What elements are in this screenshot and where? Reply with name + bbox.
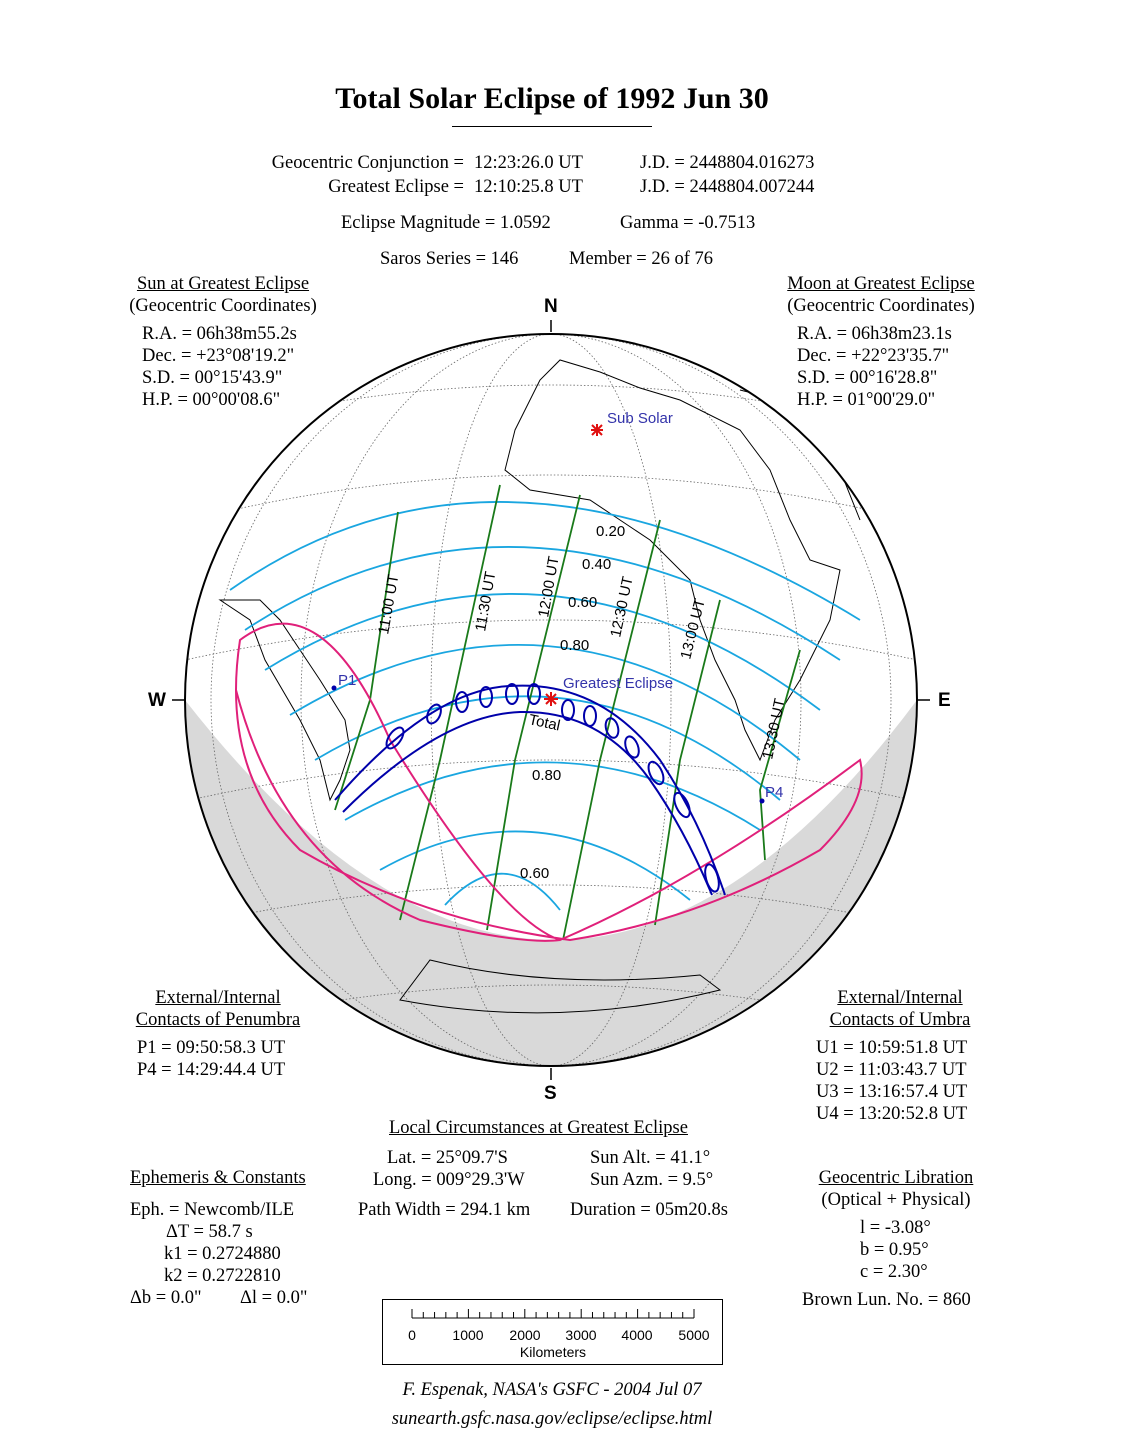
- u4-contact: U4 = 13:20:52.8 UT: [816, 1104, 968, 1124]
- p1-marker: [332, 686, 337, 691]
- ephemeris-eph: Eph. = Newcomb/ILE: [130, 1200, 295, 1220]
- libration-subheading: (Optical + Physical): [821, 1190, 971, 1210]
- saros-member: Member = 26 of 76: [569, 249, 714, 269]
- umbra-heading-2: Contacts of Umbra: [829, 1010, 971, 1030]
- time-label: 11:30 UT: [472, 570, 500, 633]
- scale-tick-label: 0: [408, 1327, 416, 1343]
- compass-west: W: [148, 690, 166, 711]
- sun-ra: R.A. = 06h38m55.2s: [142, 324, 297, 344]
- scale-bar: [383, 1300, 722, 1364]
- eclipse-magnitude: Eclipse Magnitude = 1.0592: [341, 213, 551, 233]
- sun-subheading: (Geocentric Coordinates): [129, 296, 317, 316]
- sun-hp: H.P. = 00°00'08.6": [142, 390, 281, 410]
- ephemeris-delta-b: Δb = 0.0": [130, 1288, 202, 1308]
- conjunction-label: Geocentric Conjunction =: [271, 153, 464, 173]
- p4-contact: P4 = 14:29:44.4 UT: [137, 1060, 286, 1080]
- sun-dec: Dec. = +23°08'19.2": [142, 346, 295, 366]
- magnitude-label: 0.80: [532, 767, 562, 784]
- conjunction-time: 12:23:26.0 UT: [474, 153, 583, 173]
- scale-tick-label: 3000: [565, 1327, 597, 1343]
- time-label: 12:30 UT: [607, 574, 637, 639]
- moon-subheading: (Geocentric Coordinates): [787, 296, 975, 316]
- umbra-block: [800, 987, 1000, 1031]
- magnitude-label: 0.60: [520, 865, 550, 882]
- u1-contact: U1 = 10:59:51.8 UT: [816, 1038, 968, 1058]
- compass-north: N: [544, 296, 558, 317]
- sun-sd: S.D. = 00°15'43.9": [142, 368, 283, 388]
- u2-contact: U2 = 11:03:43.7 UT: [816, 1060, 967, 1080]
- magnitude-label: 0.60: [568, 594, 598, 611]
- libration-c: c = 2.30°: [860, 1262, 928, 1282]
- greatest-eclipse-label: Greatest Eclipse: [563, 675, 674, 692]
- magnitude-label: 0.80: [560, 637, 590, 654]
- scale-tick-label: 1000: [452, 1327, 484, 1343]
- magnitude-label: 0.40: [582, 556, 612, 573]
- page-title: Total Solar Eclipse of 1992 Jun 30: [335, 82, 769, 115]
- u3-contact: U3 = 13:16:57.4 UT: [816, 1082, 968, 1102]
- p4-marker: [760, 799, 765, 804]
- local-lat: Lat. = 25°09.7'S: [387, 1148, 508, 1168]
- subsolar-marker: [591, 424, 603, 436]
- sun-heading: Sun at Greatest Eclipse: [136, 274, 310, 294]
- time-label: 12:00 UT: [535, 554, 563, 619]
- greatest-eclipse-marker: [544, 692, 558, 706]
- ephemeris-k1: k1 = 0.2724880: [164, 1244, 281, 1264]
- scale-tick-label: 2000: [509, 1327, 541, 1343]
- ephemeris-delta-t: ΔT = 58.7 s: [166, 1222, 253, 1242]
- compass-east: E: [938, 690, 951, 711]
- ephemeris-k2: k2 = 0.2722810: [164, 1266, 281, 1286]
- ephemeris-delta-l: Δl = 0.0": [240, 1288, 308, 1308]
- moon-hp: H.P. = 01°00'29.0": [797, 390, 936, 410]
- eclipse-gamma: Gamma = -0.7513: [620, 213, 756, 233]
- local-path-width: Path Width = 294.1 km: [358, 1200, 531, 1220]
- sub-solar-label: Sub Solar: [607, 410, 673, 427]
- local-sun-alt: Sun Alt. = 41.1°: [590, 1148, 711, 1168]
- libration-b: b = 0.95°: [860, 1240, 929, 1260]
- umbra-heading-1: External/Internal: [837, 988, 963, 1008]
- libration-heading: Geocentric Libration: [818, 1168, 974, 1188]
- total-label: Total: [527, 711, 562, 735]
- local-heading: Local Circumstances at Greatest Eclipse: [389, 1118, 688, 1138]
- local-long: Long. = 009°29.3'W: [373, 1170, 525, 1190]
- source-url: sunearth.gsfc.nasa.gov/eclipse/eclipse.html: [391, 1409, 713, 1429]
- penumbra-block: [118, 987, 318, 1031]
- moon-dec: Dec. = +22°23'35.7": [797, 346, 950, 366]
- local-sun-azm: Sun Azm. = 9.5°: [590, 1170, 714, 1190]
- penumbra-values: [137, 1037, 285, 1081]
- scale-unit-label: Kilometers: [519, 1344, 587, 1360]
- moon-sd: S.D. = 00°16'28.8": [797, 368, 938, 388]
- libration-block: [796, 1167, 996, 1211]
- p1-contact: P1 = 09:50:58.3 UT: [137, 1038, 286, 1058]
- greatest-eclipse-jd: J.D. = 2448804.007244: [640, 177, 815, 197]
- time-label: 11:00 UT: [375, 573, 403, 636]
- scale-tick-label: 5000: [678, 1327, 710, 1343]
- scale-ticks: [412, 1309, 694, 1318]
- libration-l: l = -3.08°: [860, 1218, 931, 1238]
- p1-label: P1: [338, 672, 357, 689]
- scale-box: [382, 1299, 723, 1365]
- time-label: 13:00 UT: [677, 596, 709, 661]
- brown-lunation: Brown Lun. No. = 860: [802, 1290, 971, 1310]
- compass-south: S: [544, 1083, 557, 1104]
- ephemeris-heading: Ephemeris & Constants: [130, 1168, 306, 1188]
- scale-tick-label: 4000: [621, 1327, 653, 1343]
- magnitude-label: 0.20: [596, 523, 626, 540]
- p4-label: P4: [765, 784, 784, 801]
- credit-line: F. Espenak, NASA's GSFC - 2004 Jul 07: [402, 1380, 702, 1400]
- moon-heading: Moon at Greatest Eclipse: [787, 274, 975, 294]
- penumbra-heading-2: Contacts of Penumbra: [135, 1010, 301, 1030]
- local-duration: Duration = 05m20.8s: [570, 1200, 728, 1220]
- conjunction-jd: J.D. = 2448804.016273: [640, 153, 815, 173]
- time-label: 13:30 UT: [759, 696, 789, 761]
- greatest-eclipse-label: Greatest Eclipse =: [328, 177, 464, 197]
- penumbra-heading-1: External/Internal: [155, 988, 281, 1008]
- moon-ra: R.A. = 06h38m23.1s: [797, 324, 952, 344]
- greatest-eclipse-time: 12:10:25.8 UT: [474, 177, 583, 197]
- saros-series: Saros Series = 146: [380, 249, 519, 269]
- umbra-values: [816, 1037, 967, 1125]
